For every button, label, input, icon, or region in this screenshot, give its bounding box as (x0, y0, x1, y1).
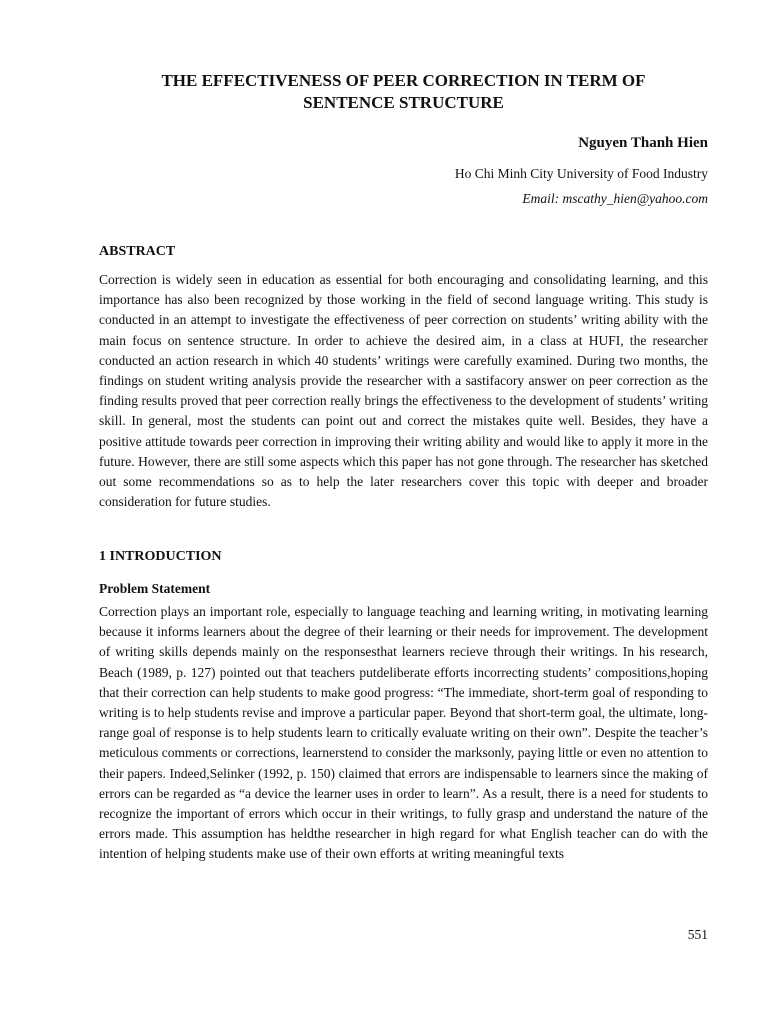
paper-title (99, 70, 708, 114)
title-line-2: SENTENCE STRUCTURE (303, 93, 504, 112)
author-email: Email: mscathy_hien@yahoo.com (522, 191, 708, 206)
author-affiliation: Ho Chi Minh City University of Food Industry (454, 166, 708, 181)
problem-statement-heading: Problem Statement (99, 581, 211, 596)
paper-page (99, 0, 708, 1024)
author-name: Nguyen Thanh Hien (578, 135, 708, 151)
introduction-body: Correction plays an important role, especially to language teaching and learning writing, in motivating learning because it informs learners about the degree of their learning or their needs for improvement. The development of writing skills depends mainly on the responsesthat learners recieve through their writings. In his research, Beach (1989, p. 127) pointed out that teachers putdeliberate efforts incorrecting students’ compositions,hoping that their correction can help students to make good progress: “The immediate, short-term goal of responding to writing is to help students revise and improve a particular paper. Beyond that short-term goal, the ultimate, long-range goal of response is to help students learn to critically evaluate writing on their own”. Despite the teacher’s meticulous comments or corrections, learnerstend to consider the marksonly, paying little or even no attention to their papers. Indeed,Selinker (1992, p. 150) claimed that errors are indispensable to learners since the making of errors can be regarded as “a device the learner uses in order to learn”. As a result, there is a need for students to recognize the important of errors which occur in their writings, to fully grasp and understand the nature of the errors made. This assumption has heldthe researcher in high regard for what English teacher can do with the intention of helping students make use of their own efforts at writing meaningful texts (99, 604, 708, 862)
title-line-1: THE EFFECTIVENESS OF PEER CORRECTION IN TERM OF (161, 71, 646, 90)
introduction-heading: 1 INTRODUCTION (99, 549, 222, 564)
page-number: 551 (687, 927, 708, 942)
abstract-body: Correction is widely seen in education as essential for both encouraging and consolidating learning, and this importance has also been recognized by those working in the field of second language writing. This study is conducted in an attempt to investigate the effectiveness of peer correction on students’ writing ability with the main focus on sentence structure. In order to achieve the desired aim, in a class at HUFI, the researcher conducted an action research in which 40 students’ writings were carefully examined. During two months, the findings on student writing analysis provide the researcher with a sastifacory answer on peer correction as the finding results proved that peer correction really brings the effectiveness to the development of students’ writing skill. In general, most the students can point out and correct the mistakes quite well. Besides, they have a positive attitude towards peer correction in improving their writing ability and would like to apply it more in the future. However, there are still some aspects which this paper has not gone through. The researcher has sketched out some recommendations so as to help the later researchers cover this topic with deeper and broader consideration for future studies. (99, 272, 708, 510)
abstract-heading: ABSTRACT (99, 244, 176, 259)
